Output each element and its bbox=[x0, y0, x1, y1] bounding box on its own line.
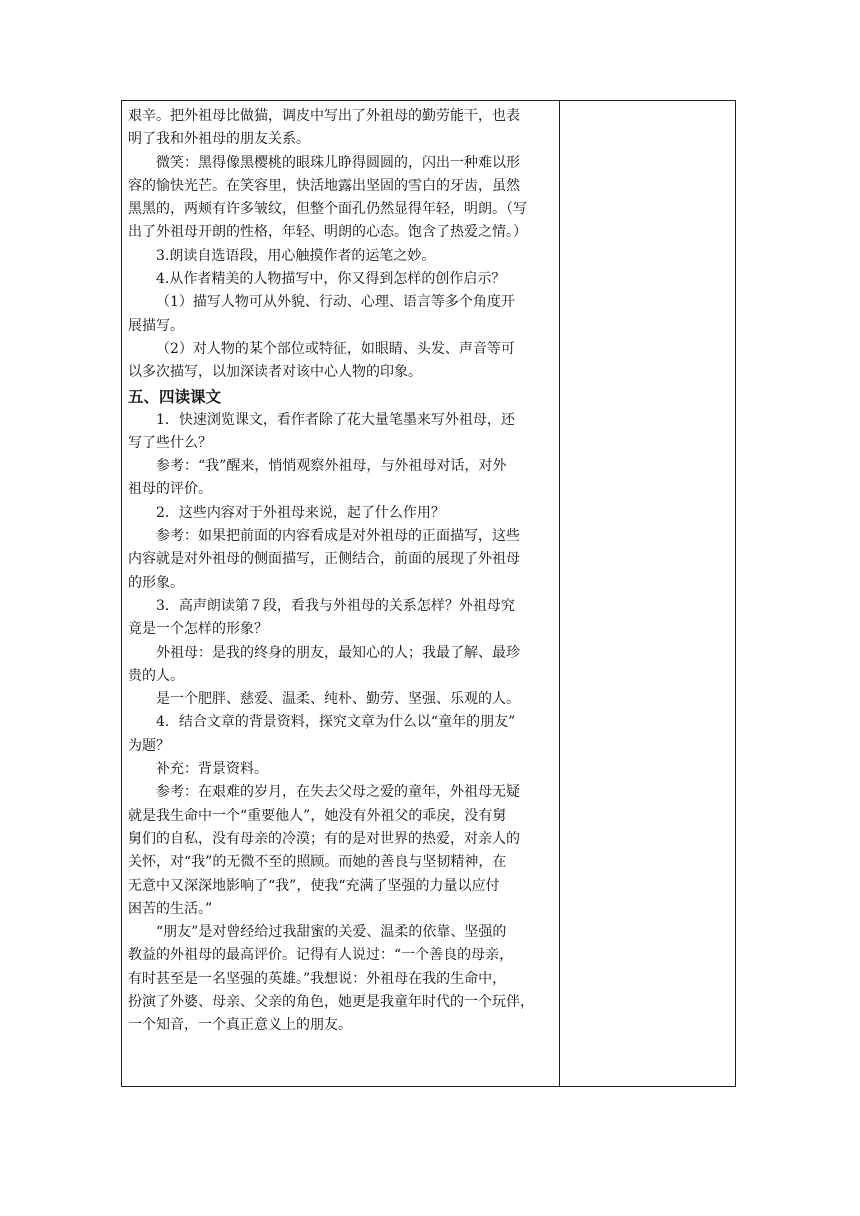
text-line: 展描写。 bbox=[128, 317, 184, 334]
paragraph-a2 bbox=[128, 525, 553, 595]
text-line: 参考：如果把前面的内容看成是对外祖母的正面描写，这些 bbox=[156, 528, 520, 545]
paragraph-s4 bbox=[128, 758, 553, 781]
paragraph-q3 bbox=[128, 595, 553, 642]
text-line: 写了些什么？ bbox=[128, 434, 212, 451]
paragraph-p4 bbox=[128, 291, 553, 338]
paragraph-a4b bbox=[128, 921, 553, 1037]
text-line: 黑黑的，两颊有许多皱纹，但整个面孔仍然显得年轻，明朗。（写 bbox=[128, 201, 527, 218]
text-line: 参考：在艰难的岁月，在失去父母之爱的童年，外祖母无疑 bbox=[156, 784, 520, 801]
text-line: 关怀，对“我”的无微不至的照顾。而她的善良与坚韧精神，在 bbox=[128, 854, 507, 871]
text-line: 参考：“我”醒来，悄悄观察外祖母，与外祖母对话，对外 bbox=[156, 458, 507, 475]
text-line: 无意中又深深地影响了“我”，使我“充满了坚强的力量以应付 bbox=[128, 877, 500, 894]
paragraph-a4a bbox=[128, 781, 553, 921]
text-line: 3.朗读自选语段，用心触摸作者的运笔之妙。 bbox=[156, 247, 436, 264]
text-line: 外祖母：是我的终身的朋友，最知心的人；我最了解、最珍 bbox=[156, 644, 520, 661]
paragraph-q4 bbox=[128, 711, 553, 758]
text-line: 明了我和外祖母的朋友关系。 bbox=[128, 131, 310, 148]
text-line: 的形象。 bbox=[128, 574, 184, 591]
paragraphs-before-heading bbox=[128, 100, 553, 385]
paragraph-q2 bbox=[128, 502, 553, 525]
section-heading: 五、四读课文 bbox=[128, 387, 222, 406]
text-line: （2）对人物的某个部位或特征，如眼睛、头发、声音等可 bbox=[156, 340, 515, 357]
text-line: 4.从作者精美的人物描写中，你又得到怎样的创作启示？ bbox=[156, 271, 506, 288]
notes-cell bbox=[560, 100, 736, 1087]
paragraph-a1 bbox=[128, 455, 553, 502]
text-line: 容的愉快光芒。在笑容里，快活地露出坚固的雪白的牙齿，虽然 bbox=[128, 177, 520, 194]
text-line: 补充：背景资料。 bbox=[156, 761, 268, 778]
paragraph-a3a bbox=[128, 642, 553, 689]
text-line: 竟是一个怎样的形象？ bbox=[128, 621, 268, 638]
text-line: 是一个肥胖、慈爱、温柔、纯朴、勤劳、坚强、乐观的人。 bbox=[156, 691, 520, 708]
text-line: 祖母的评价。 bbox=[128, 481, 212, 498]
paragraphs-after-heading bbox=[128, 409, 553, 1038]
text-line: 以多次描写，以加深读者对该中心人物的印象。 bbox=[128, 364, 422, 381]
text-line: 2．这些内容对于外祖母来说，起了什么作用？ bbox=[156, 504, 445, 521]
text-line: 内容就是对外祖母的侧面描写，正侧结合，前面的展现了外祖母 bbox=[128, 551, 520, 568]
paragraph-p2 bbox=[128, 245, 553, 268]
text-line: 一个知音，一个真正意义上的朋友。 bbox=[128, 1017, 352, 1034]
text-line: 舅们的自私，没有母亲的冷漠；有的是对世界的热爱，对亲人的 bbox=[128, 830, 520, 847]
text-line: 教益的外祖母的最高评价。记得有人说过：“一个善良的母亲， bbox=[128, 947, 514, 964]
paragraph-p1 bbox=[128, 152, 553, 245]
text-line: 有时甚至是一名坚强的英雄。”我想说：外祖母在我的生命中， bbox=[128, 970, 507, 987]
paragraph-p5 bbox=[128, 338, 553, 385]
lesson-content-cell bbox=[128, 100, 553, 1038]
text-line: 扮演了外婆、母亲、父亲的角色，她更是我童年时代的一个玩伴， bbox=[128, 993, 534, 1010]
paragraph-q1 bbox=[128, 409, 553, 456]
paragraph-a3b bbox=[128, 688, 553, 711]
paragraph-p0 bbox=[128, 105, 553, 152]
paragraph-p3 bbox=[128, 268, 553, 291]
text-line: 就是我生命中一个“重要他人”，她没有外祖父的乖戾，没有舅 bbox=[128, 807, 507, 824]
text-line: 1．快速浏览课文，看作者除了花大量笔墨来写外祖母，还 bbox=[156, 411, 515, 428]
text-line: 微笑：黑得像黑樱桃的眼珠儿睁得圆圆的，闪出一种难以形 bbox=[156, 154, 520, 171]
text-line: “朋友”是对曾经给过我甜蜜的关爱、温柔的依靠、坚强的 bbox=[156, 924, 507, 941]
text-line: （1）描写人物可从外貌、行动、心理、语言等多个角度开 bbox=[156, 294, 515, 311]
text-line: 出了外祖母开朗的性格，年轻、明朗的心态。饱含了热爱之情。） bbox=[128, 224, 527, 241]
text-line: 贵的人。 bbox=[128, 667, 184, 684]
text-line: 困苦的生活。” bbox=[128, 900, 213, 917]
text-line: 艰辛。把外祖母比做猫，调皮中写出了外祖母的勤劳能干，也表 bbox=[128, 108, 520, 124]
text-line: 4．结合文章的背景资料，探究文章为什么以“童年的朋友” bbox=[156, 714, 516, 731]
text-line: 3．高声朗读第７段，看我与外祖母的关系怎样？外祖母究 bbox=[156, 597, 515, 614]
text-line: 为题？ bbox=[128, 737, 170, 754]
